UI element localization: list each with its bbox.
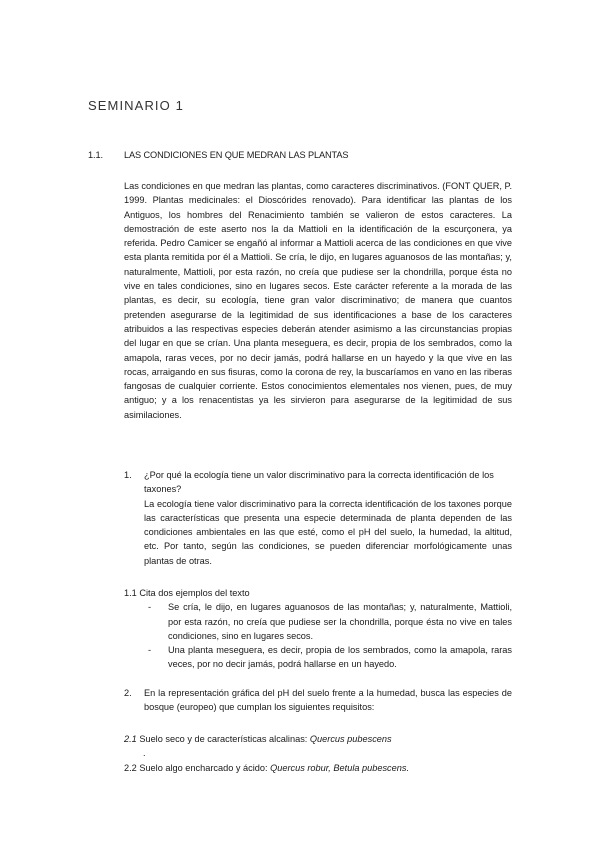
question-2-text: En la representación gráfica del pH del suelo frente a la humedad, busca las especies de bosque (europeo) que cumplan los siguientes requisitos: — [144, 688, 512, 713]
section-title: LAS CONDICIONES EN QUE MEDRAN LAS PLANTAS — [124, 150, 349, 160]
citation-item — [144, 643, 512, 672]
bullet-dash: - — [148, 645, 152, 656]
question-1-text: ¿Por qué la ecología tiene un valor discriminativo para la correcta identificación de los taxones? — [144, 470, 494, 495]
citation-section — [124, 586, 512, 672]
bullet-dash: - — [148, 602, 152, 613]
requirement-2-2-answer: Quercus robur, Betula pubescens. — [270, 763, 410, 773]
question-1-number: 1. — [124, 470, 132, 480]
section-number: 1.1. — [88, 150, 103, 160]
stray-dot: . — [143, 748, 146, 758]
question-1-answer: La ecología tiene valor discriminativo para la correcta identificación de los taxones porque las características que presenta una especie determinada de planta dependen de las condiciones ambientales en las que esté, como el pH del suelo, la humedad, la altitud, etc. Por tanto, según las condiciones, se pueden diferenciar morfológicamente unas plantas de otras. — [144, 498, 512, 566]
intro-paragraph: Las condiciones en que medran las plantas, como caracteres discriminativos. (FONT QUER, P. 1999. Plantas medicinales: el Dioscórides renovado). Para identificar las plantas de los Antiguos, los hombres del Renacimiento también se valieron de estos caracteres. La demostración de este aserto nos la da Mattioli en la identificación de la escurçonera, ya referida. Pedro Camicer se engañó al informar a Mattioli acerca de las condiciones en que vive esta planta remitida por él a Mattioli. Se cría, le dijo, en lugares aguanosos de las montañas; y, naturalmente, Mattioli, por esta razón, no creía que pudiese ser la chondrilla, porque ésta no vive en tales condiciones, sino en lugares secos. Este carácter referente a la morada de las plantas, es decir, su ecología, tiene gran valor discriminativo; de manera que cuantos pretenden asegurarse de la legitimidad de sus identificaciones a base de los caracteres atribuidos a las respectivas especies deberán atender asimismo a las circunstancias propias del lugar en que se crían. Una planta meseguera, es decir, propia de los sembrados, como la amapola, raras veces, por no decir jamás, podrá hallarse en un hayedo y la que vive en las rocas, arraigando en sus fisuras, como la corona de rey, la buscaríamos en vano en las riberas fangosas de cualquier corriente. Estos conocimientos elementales nos vienen, pues, de muy antiguo; y a los renacentistas ya les sirvieron para asegurarse de la legitimidad de sus asimilaciones. — [124, 181, 512, 420]
question-2 — [124, 686, 512, 715]
requirement-2-2-label: 2.2 Suelo algo encharcado y ácido: — [124, 763, 271, 773]
citation-item-text: Se cría, le dijo, en lugares aguanosos de las montañas; y, naturalmente, Mattioli, por esta razón, no creía que pudiese ser la chondrilla, porque ésta no vive en tales condiciones, sino en lugares secos. — [168, 602, 512, 641]
question-1 — [124, 468, 512, 568]
section-heading — [88, 150, 348, 160]
requirement-2-1 — [124, 732, 392, 746]
citation-item — [144, 600, 512, 643]
requirement-2-1-label: Suelo seco y de características alcalinas: — [136, 734, 310, 744]
requirement-2-1-number: 2.1 — [124, 734, 137, 744]
requirement-2-1-answer: Quercus pubescens — [309, 734, 392, 744]
citation-item-text: Una planta meseguera, es decir, propia de los sembrados, como la amapola, raras veces, por no decir jamás, podrá hallarse en un hayedo. — [168, 645, 512, 670]
requirement-2-2 — [124, 761, 409, 775]
citation-heading: 1.1 Cita dos ejemplos del texto — [124, 588, 250, 598]
question-2-number: 2. — [124, 688, 132, 698]
page-title: SEMINARIO 1 — [88, 98, 184, 113]
